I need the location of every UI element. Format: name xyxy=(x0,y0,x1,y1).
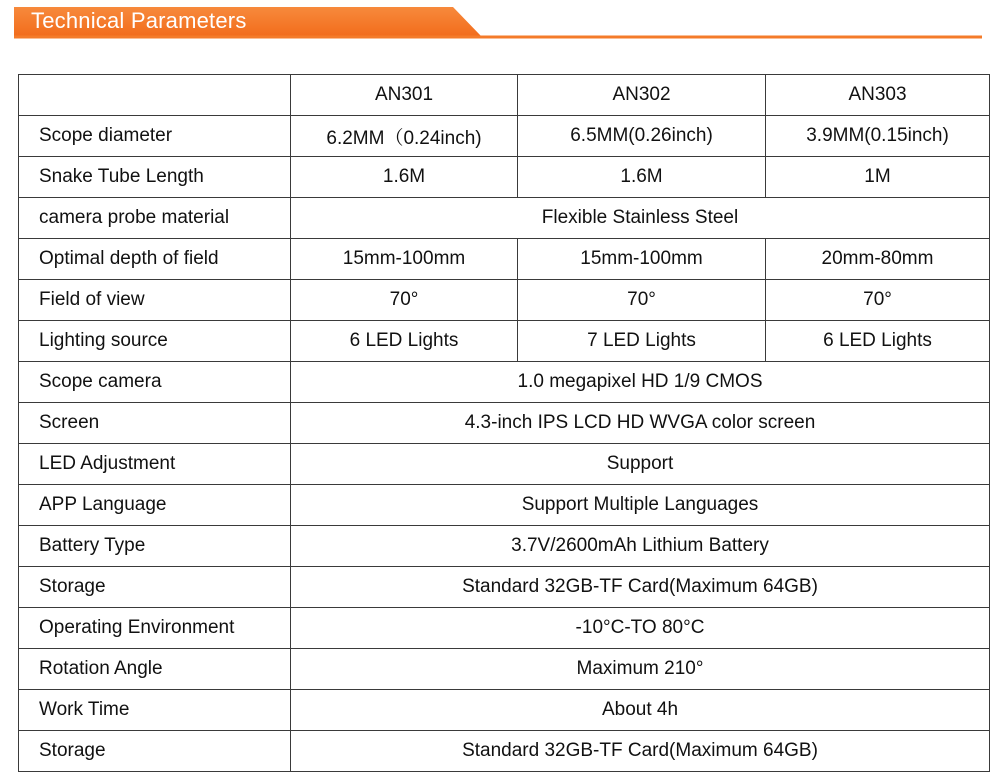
spec-value: 15mm-100mm xyxy=(518,239,766,280)
section-header xyxy=(0,0,1000,45)
spec-value: 7 LED Lights xyxy=(518,321,766,362)
spec-value: 70° xyxy=(291,280,518,321)
spec-value: 1.6M xyxy=(518,157,766,198)
table-row xyxy=(19,116,990,157)
table-row xyxy=(19,690,990,731)
table-row xyxy=(19,608,990,649)
spec-value: 1M xyxy=(766,157,990,198)
header-cell-empty xyxy=(19,75,291,116)
row-label: Optimal depth of field xyxy=(19,239,291,280)
spec-value: 6 LED Lights xyxy=(291,321,518,362)
spec-value: 6.5MM(0.26inch) xyxy=(518,116,766,157)
spec-value-shared: About 4h xyxy=(291,690,990,731)
model-header: AN301 xyxy=(291,75,518,116)
spec-value: 1.6M xyxy=(291,157,518,198)
table-row xyxy=(19,362,990,403)
table-row xyxy=(19,239,990,280)
spec-value-shared: 3.7V/2600mAh Lithium Battery xyxy=(291,526,990,567)
spec-value: 6 LED Lights xyxy=(766,321,990,362)
technical-parameters-table xyxy=(18,74,990,772)
row-label: Operating Environment xyxy=(19,608,291,649)
table-row xyxy=(19,526,990,567)
row-label: Lighting source xyxy=(19,321,291,362)
spec-value: 70° xyxy=(518,280,766,321)
table-row xyxy=(19,485,990,526)
spec-value-shared: Flexible Stainless Steel xyxy=(291,198,990,239)
section-title: Technical Parameters xyxy=(31,8,247,33)
spec-value-shared: 1.0 megapixel HD 1/9 CMOS xyxy=(291,362,990,403)
row-label: Field of view xyxy=(19,280,291,321)
row-label: Scope camera xyxy=(19,362,291,403)
spec-value: 3.9MM(0.15inch) xyxy=(766,116,990,157)
row-label: Scope diameter xyxy=(19,116,291,157)
row-label: LED Adjustment xyxy=(19,444,291,485)
spec-value-shared: Support xyxy=(291,444,990,485)
table-row xyxy=(19,321,990,362)
spec-value-shared: -10°C-TO 80°C xyxy=(291,608,990,649)
table-header-row xyxy=(19,75,990,116)
table-row xyxy=(19,157,990,198)
row-label: Storage xyxy=(19,567,291,608)
model-header: AN302 xyxy=(518,75,766,116)
spec-value: 70° xyxy=(766,280,990,321)
row-label: Snake Tube Length xyxy=(19,157,291,198)
table-row xyxy=(19,731,990,772)
row-label: APP Language xyxy=(19,485,291,526)
row-label: Storage xyxy=(19,731,291,772)
row-label: camera probe material xyxy=(19,198,291,239)
row-label: Battery Type xyxy=(19,526,291,567)
table-row xyxy=(19,444,990,485)
spec-value-shared: Support Multiple Languages xyxy=(291,485,990,526)
table-row xyxy=(19,403,990,444)
row-label: Work Time xyxy=(19,690,291,731)
spec-value-shared: Standard 32GB-TF Card(Maximum 64GB) xyxy=(291,567,990,608)
spec-value-shared: Maximum 210° xyxy=(291,649,990,690)
spec-value-shared: Standard 32GB-TF Card(Maximum 64GB) xyxy=(291,731,990,772)
table-row xyxy=(19,198,990,239)
row-label: Rotation Angle xyxy=(19,649,291,690)
row-label: Screen xyxy=(19,403,291,444)
table-row xyxy=(19,567,990,608)
spec-value: 20mm-80mm xyxy=(766,239,990,280)
table-row xyxy=(19,649,990,690)
model-header: AN303 xyxy=(766,75,990,116)
spec-value-shared: 4.3-inch IPS LCD HD WVGA color screen xyxy=(291,403,990,444)
table-row xyxy=(19,280,990,321)
spec-value: 15mm-100mm xyxy=(291,239,518,280)
spec-value: 6.2MM（0.24inch) xyxy=(291,116,518,157)
